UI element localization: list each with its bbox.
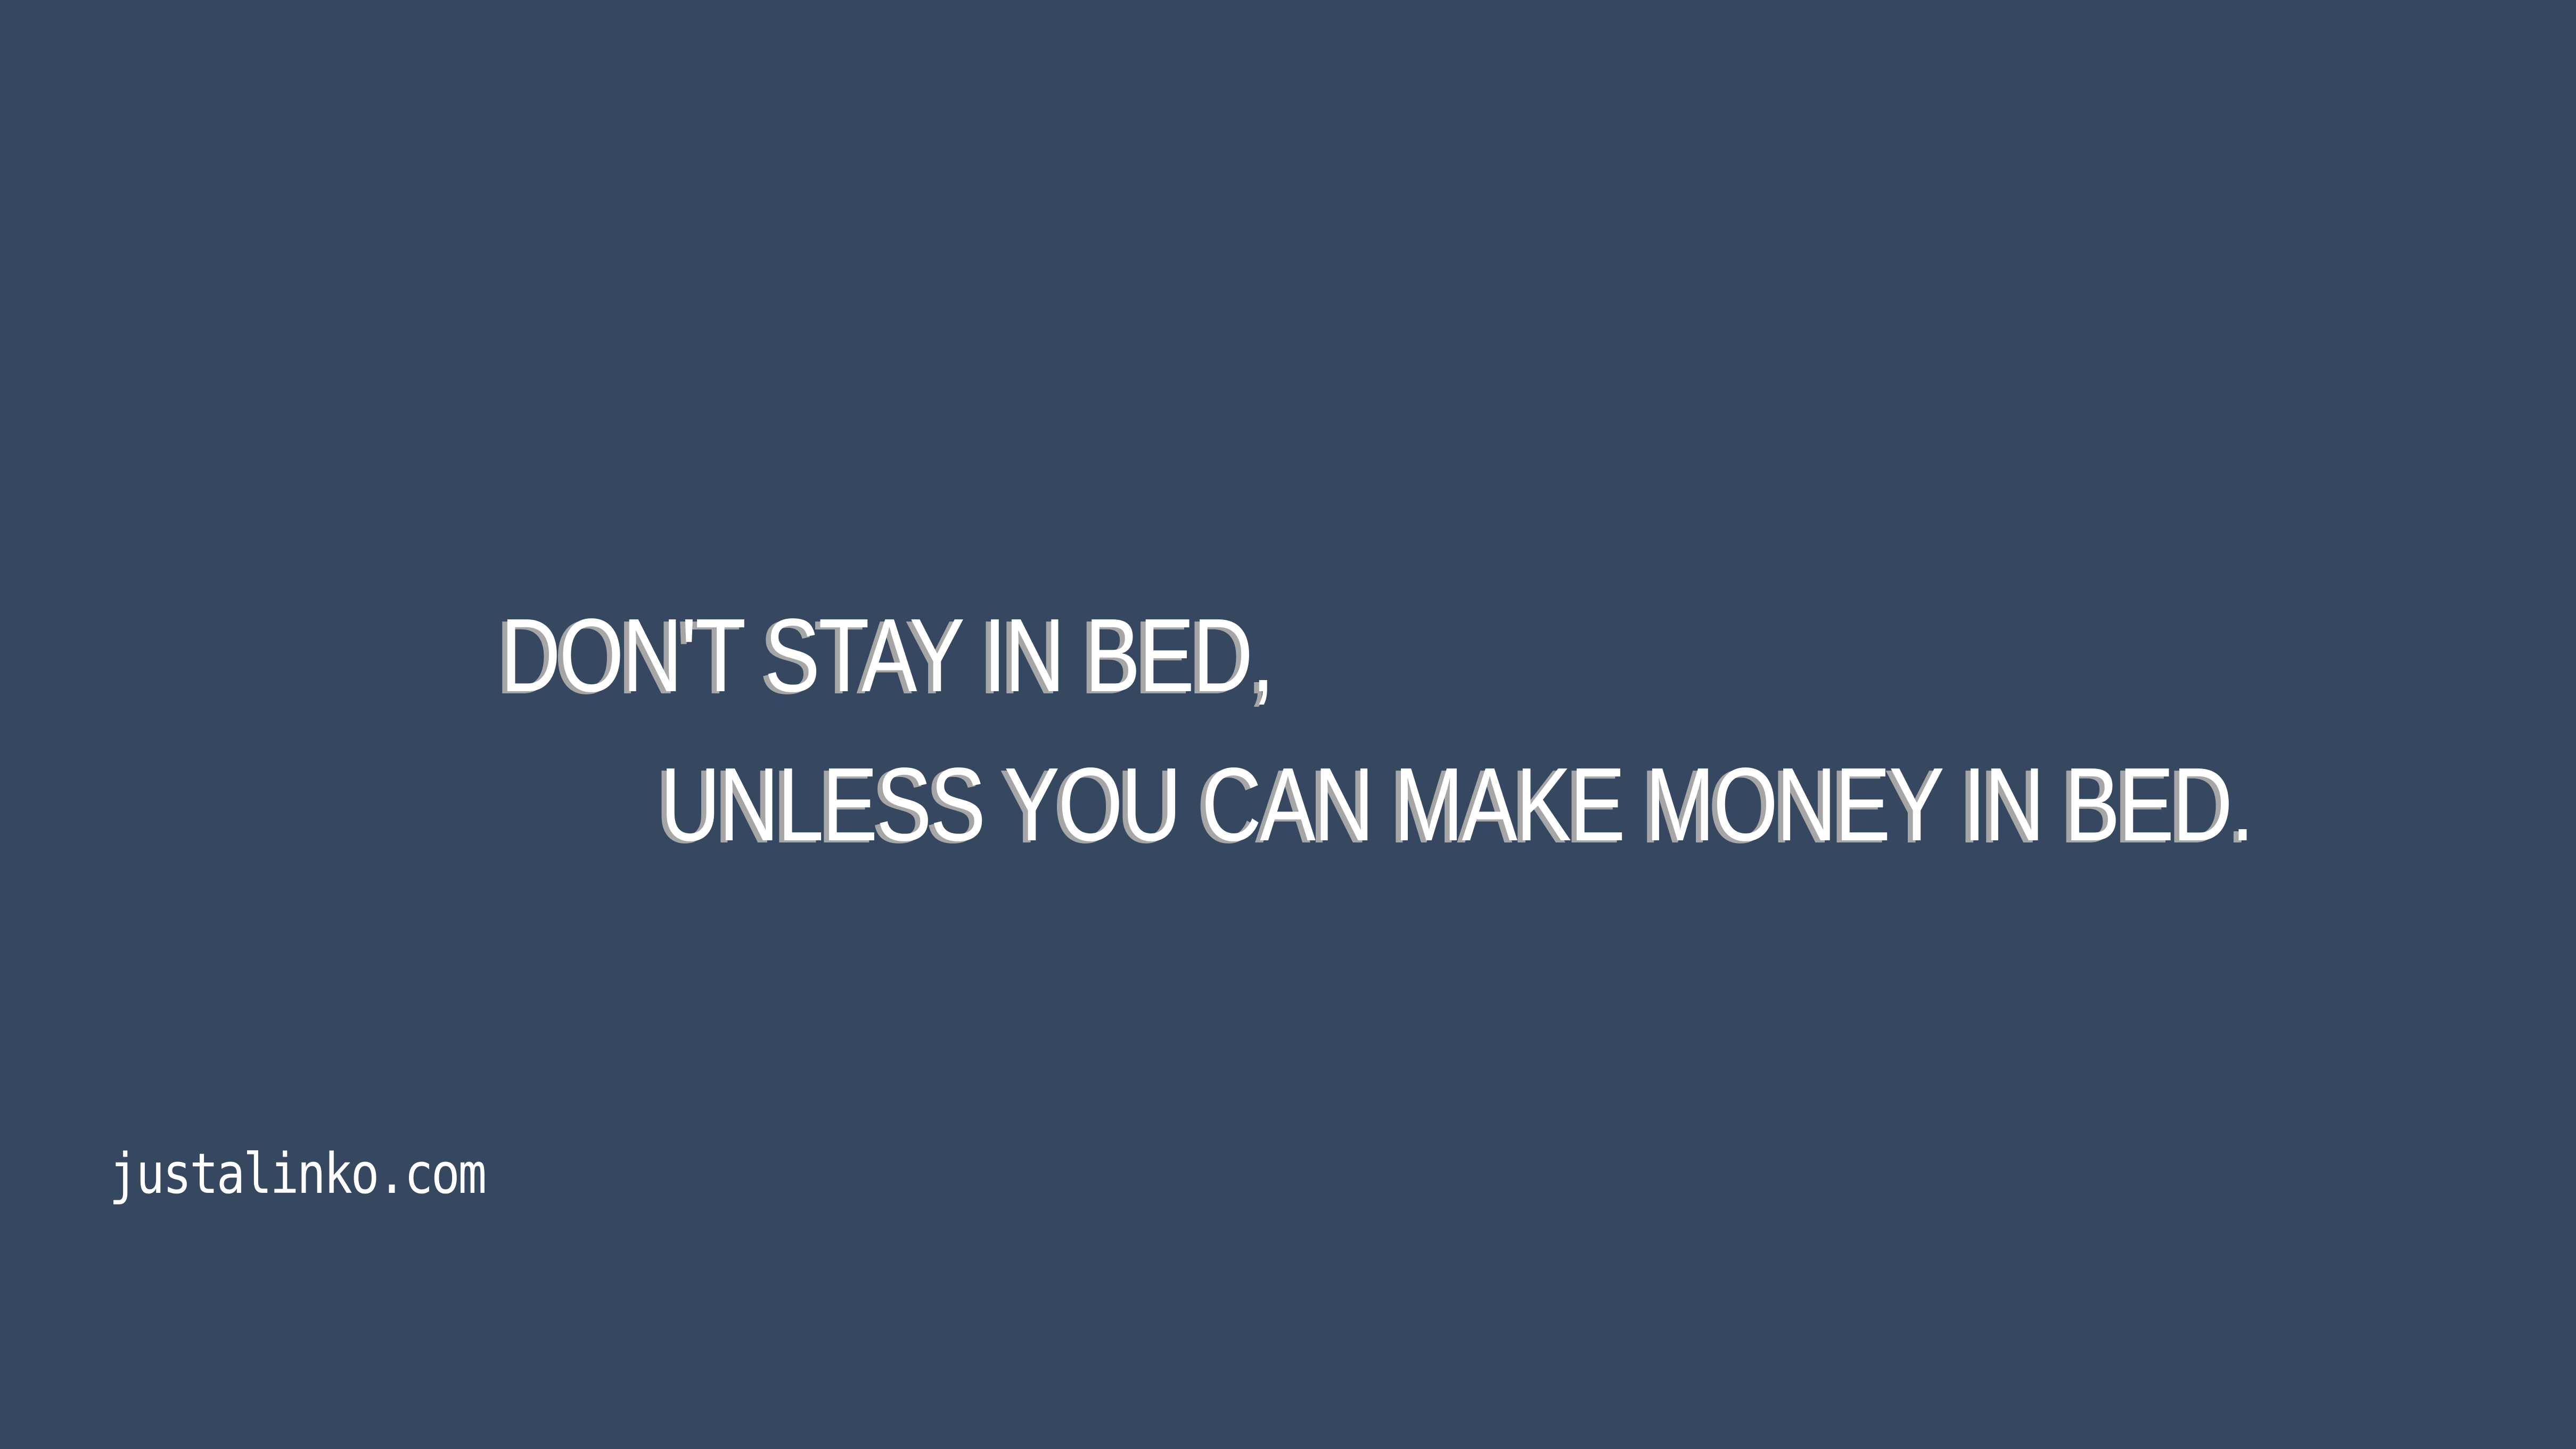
- site-watermark: justalinko.com: [109, 1141, 485, 1206]
- quote-line-1: DON'T STAY IN BED,: [501, 597, 1273, 714]
- quote-line-2: UNLESS YOU CAN MAKE MONEY IN BED.: [660, 746, 2253, 863]
